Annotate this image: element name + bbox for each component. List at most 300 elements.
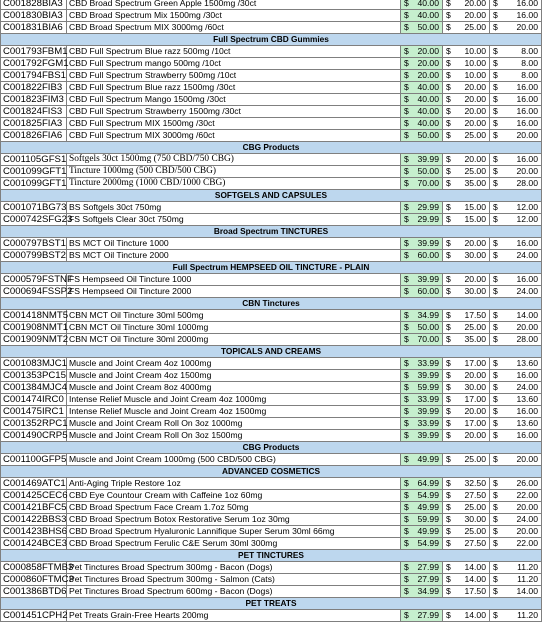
- price-cell: 60.00: [412, 286, 443, 298]
- price-currency-symbol: $: [401, 382, 412, 394]
- price-tier-3-cell: 24.00: [502, 514, 542, 526]
- price-currency-symbol: $: [401, 202, 412, 214]
- price-cell: 64.99: [412, 478, 443, 490]
- currency-symbol: $: [443, 286, 453, 298]
- currency-symbol: $: [443, 478, 453, 490]
- currency-symbol: $: [443, 370, 453, 382]
- currency-symbol: $: [490, 238, 502, 250]
- price-tier-3-cell: 20.00: [502, 526, 542, 538]
- price-currency-symbol: $: [401, 538, 412, 550]
- price-tier-3-cell: 16.00: [502, 0, 542, 10]
- price-tier-2-cell: 10.00: [453, 70, 490, 82]
- price-currency-symbol: $: [401, 322, 412, 334]
- price-cell: 40.00: [412, 118, 443, 130]
- sku-cell: C001100GFP5: [1, 454, 67, 466]
- currency-symbol: $: [443, 130, 453, 142]
- currency-symbol: $: [490, 22, 502, 34]
- section-title: Full Spectrum CBD Gummies: [1, 34, 542, 46]
- section-title: CBN Tinctures: [1, 298, 542, 310]
- price-cell: 54.99: [412, 538, 443, 550]
- price-currency-symbol: $: [401, 490, 412, 502]
- price-tier-3-cell: 13.60: [502, 394, 542, 406]
- price-currency-symbol: $: [401, 610, 412, 622]
- table-row: [1, 94, 542, 106]
- table-row: [1, 526, 542, 538]
- price-cell: 39.99: [412, 238, 443, 250]
- table-row: [1, 382, 542, 394]
- currency-symbol: $: [490, 526, 502, 538]
- price-currency-symbol: $: [401, 10, 412, 22]
- price-cell: 27.99: [412, 574, 443, 586]
- section-header-row: [1, 442, 542, 454]
- currency-symbol: $: [443, 238, 453, 250]
- description-cell: CBN MCT Oil Tincture 30ml 1000mg: [67, 322, 401, 334]
- currency-symbol: $: [490, 586, 502, 598]
- section-title: PET TINCTURES: [1, 550, 542, 562]
- currency-symbol: $: [490, 118, 502, 130]
- table-row: [1, 562, 542, 574]
- price-cell: 39.99: [412, 406, 443, 418]
- currency-symbol: $: [443, 310, 453, 322]
- table-body: [1, 0, 542, 622]
- sku-cell: C000742SFG23: [1, 214, 67, 226]
- price-tier-3-cell: 8.00: [502, 70, 542, 82]
- price-tier-3-cell: 12.00: [502, 214, 542, 226]
- description-cell: CBD Full Spectrum Mango 1500mg /30ct: [67, 94, 401, 106]
- currency-symbol: $: [443, 214, 453, 226]
- sku-cell: C001352RPC1: [1, 418, 67, 430]
- price-tier-3-cell: 26.00: [502, 478, 542, 490]
- sku-cell: C000579FSTNF: [1, 274, 67, 286]
- price-currency-symbol: $: [401, 334, 412, 346]
- price-currency-symbol: $: [401, 394, 412, 406]
- price-tier-2-cell: 25.00: [453, 166, 490, 178]
- price-currency-symbol: $: [401, 46, 412, 58]
- price-cell: 27.99: [412, 610, 443, 622]
- price-tier-3-cell: 20.00: [502, 22, 542, 34]
- table-row: [1, 154, 542, 166]
- description-cell: Softgels 30ct 1500mg (750 CBD/750 CBG): [67, 154, 401, 166]
- currency-symbol: $: [490, 322, 502, 334]
- section-title: ADVANCED COSMETICS: [1, 466, 542, 478]
- currency-symbol: $: [490, 130, 502, 142]
- price-currency-symbol: $: [401, 274, 412, 286]
- price-cell: 59.99: [412, 514, 443, 526]
- price-tier-3-cell: 11.20: [502, 610, 542, 622]
- section-title: Broad Spectrum TINCTURES: [1, 226, 542, 238]
- table-row: [1, 394, 542, 406]
- price-tier-3-cell: 16.00: [502, 94, 542, 106]
- table-row: [1, 586, 542, 598]
- currency-symbol: $: [490, 562, 502, 574]
- price-tier-3-cell: 20.00: [502, 130, 542, 142]
- sku-cell: C001831BIA6: [1, 22, 67, 34]
- price-cell: 20.00: [412, 70, 443, 82]
- currency-symbol: $: [443, 490, 453, 502]
- section-header-row: [1, 598, 542, 610]
- currency-symbol: $: [443, 82, 453, 94]
- sku-cell: C001386BTD6: [1, 586, 67, 598]
- sku-cell: C000858FTMB3: [1, 562, 67, 574]
- price-currency-symbol: $: [401, 286, 412, 298]
- table-row: [1, 106, 542, 118]
- sku-cell: C001425CEC6: [1, 490, 67, 502]
- section-header-row: [1, 466, 542, 478]
- price-tier-2-cell: 25.00: [453, 502, 490, 514]
- price-tier-2-cell: 20.00: [453, 106, 490, 118]
- table-row: [1, 490, 542, 502]
- currency-symbol: $: [443, 118, 453, 130]
- price-tier-3-cell: 11.20: [502, 562, 542, 574]
- currency-symbol: $: [443, 274, 453, 286]
- currency-symbol: $: [443, 322, 453, 334]
- price-currency-symbol: $: [401, 214, 412, 226]
- price-tier-2-cell: 17.00: [453, 418, 490, 430]
- table-row: [1, 370, 542, 382]
- price-tier-3-cell: 16.00: [502, 154, 542, 166]
- currency-symbol: $: [490, 0, 502, 10]
- table-row: [1, 286, 542, 298]
- price-cell: 60.00: [412, 250, 443, 262]
- table-row: [1, 130, 542, 142]
- price-tier-2-cell: 20.00: [453, 274, 490, 286]
- section-header-row: [1, 550, 542, 562]
- sku-cell: C001423BHS6: [1, 526, 67, 538]
- currency-symbol: $: [490, 358, 502, 370]
- price-tier-2-cell: 20.00: [453, 430, 490, 442]
- table-row: [1, 166, 542, 178]
- currency-symbol: $: [443, 358, 453, 370]
- price-currency-symbol: $: [401, 22, 412, 34]
- section-header-row: [1, 346, 542, 358]
- sku-cell: C001451CPH2: [1, 610, 67, 622]
- sku-cell: C000860FTMC3: [1, 574, 67, 586]
- price-cell: 40.00: [412, 82, 443, 94]
- table-row: [1, 574, 542, 586]
- description-cell: Tincture 1000mg (500 CBD/500 CBG): [67, 166, 401, 178]
- price-tier-2-cell: 27.50: [453, 538, 490, 550]
- price-tier-3-cell: 14.00: [502, 310, 542, 322]
- currency-symbol: $: [490, 490, 502, 502]
- price-tier-2-cell: 17.50: [453, 586, 490, 598]
- price-cell: 29.99: [412, 214, 443, 226]
- table-row: [1, 274, 542, 286]
- description-cell: CBD Full Spectrum MIX 3000mg /60ct: [67, 130, 401, 142]
- currency-symbol: $: [490, 214, 502, 226]
- price-cell: 39.99: [412, 430, 443, 442]
- sku-cell: C001353PC15: [1, 370, 67, 382]
- currency-symbol: $: [443, 178, 453, 190]
- price-tier-3-cell: 12.00: [502, 202, 542, 214]
- section-title: Full Spectrum HEMPSEED OIL TINCTURE - PLAIN: [1, 262, 542, 274]
- table-row: [1, 478, 542, 490]
- sku-cell: C001792FGM1: [1, 58, 67, 70]
- description-cell: Muscle and Joint Cream 4oz 1000mg: [67, 358, 401, 370]
- section-title: TOPICALS AND CREAMS: [1, 346, 542, 358]
- currency-symbol: $: [490, 250, 502, 262]
- currency-symbol: $: [443, 94, 453, 106]
- description-cell: CBN MCT Oil Tincture 30ml 500mg: [67, 310, 401, 322]
- currency-symbol: $: [490, 10, 502, 22]
- price-cell: 39.99: [412, 370, 443, 382]
- price-tier-2-cell: 17.00: [453, 358, 490, 370]
- price-tier-3-cell: 13.60: [502, 358, 542, 370]
- description-cell: Intense Relief Muscle and Joint Cream 4oz 1500mg: [67, 406, 401, 418]
- currency-symbol: $: [490, 478, 502, 490]
- price-tier-2-cell: 20.00: [453, 0, 490, 10]
- price-tier-2-cell: 15.00: [453, 214, 490, 226]
- currency-symbol: $: [443, 502, 453, 514]
- price-tier-2-cell: 35.00: [453, 334, 490, 346]
- currency-symbol: $: [443, 514, 453, 526]
- currency-symbol: $: [490, 58, 502, 70]
- price-tier-2-cell: 20.00: [453, 94, 490, 106]
- price-cell: 49.99: [412, 526, 443, 538]
- currency-symbol: $: [443, 0, 453, 10]
- table-row: [1, 202, 542, 214]
- currency-symbol: $: [490, 70, 502, 82]
- table-row: [1, 502, 542, 514]
- section-header-row: [1, 298, 542, 310]
- price-currency-symbol: $: [401, 370, 412, 382]
- table-row: [1, 0, 542, 10]
- table-row: [1, 118, 542, 130]
- price-cell: 70.00: [412, 178, 443, 190]
- sku-cell: C001826FIA6: [1, 130, 67, 142]
- sku-cell: C001908NMT1: [1, 322, 67, 334]
- currency-symbol: $: [490, 106, 502, 118]
- description-cell: Muscle and Joint Cream Roll On 3oz 1000mg: [67, 418, 401, 430]
- currency-symbol: $: [443, 58, 453, 70]
- price-cell: 40.00: [412, 106, 443, 118]
- price-currency-symbol: $: [401, 166, 412, 178]
- price-tier-2-cell: 20.00: [453, 238, 490, 250]
- currency-symbol: $: [490, 166, 502, 178]
- description-cell: Anti-Aging Triple Restore 1oz: [67, 478, 401, 490]
- currency-symbol: $: [443, 250, 453, 262]
- currency-symbol: $: [443, 430, 453, 442]
- price-cell: 40.00: [412, 94, 443, 106]
- price-tier-2-cell: 14.00: [453, 610, 490, 622]
- price-cell: 33.99: [412, 358, 443, 370]
- price-cell: 49.99: [412, 502, 443, 514]
- currency-symbol: $: [443, 574, 453, 586]
- sku-cell: C001083MJC1: [1, 358, 67, 370]
- currency-symbol: $: [443, 46, 453, 58]
- price-currency-symbol: $: [401, 94, 412, 106]
- price-currency-symbol: $: [401, 0, 412, 10]
- sku-cell: C001099GFT1: [1, 166, 67, 178]
- section-header-row: [1, 262, 542, 274]
- table-row: [1, 10, 542, 22]
- currency-symbol: $: [443, 394, 453, 406]
- sku-cell: C000694FSSP2: [1, 286, 67, 298]
- price-tier-3-cell: 11.20: [502, 574, 542, 586]
- price-tier-2-cell: 20.00: [453, 154, 490, 166]
- currency-symbol: $: [443, 154, 453, 166]
- currency-symbol: $: [490, 514, 502, 526]
- description-cell: Pet Tinctures Broad Spectrum 600mg - Bacon (Dogs): [67, 586, 401, 598]
- price-tier-3-cell: 16.00: [502, 10, 542, 22]
- sku-cell: C001421BFC5: [1, 502, 67, 514]
- description-cell: Muscle and Joint Cream 8oz 4000mg: [67, 382, 401, 394]
- currency-symbol: $: [490, 154, 502, 166]
- table-row: [1, 538, 542, 550]
- description-cell: CBD Broad Spectrum Green Apple 1500mg /30ct: [67, 0, 401, 10]
- price-cell: 29.99: [412, 202, 443, 214]
- sku-cell: C001105GFS1: [1, 154, 67, 166]
- description-cell: Muscle and Joint Cream 1000mg (500 CBD/500 CBG): [67, 454, 401, 466]
- sku-cell: C000799BST2: [1, 250, 67, 262]
- price-currency-symbol: $: [401, 586, 412, 598]
- table-row: [1, 322, 542, 334]
- currency-symbol: $: [490, 94, 502, 106]
- currency-symbol: $: [490, 538, 502, 550]
- currency-symbol: $: [443, 202, 453, 214]
- price-tier-3-cell: 8.00: [502, 58, 542, 70]
- price-currency-symbol: $: [401, 502, 412, 514]
- description-cell: CBD Full Spectrum Strawberry 1500mg /30ct: [67, 106, 401, 118]
- price-cell: 27.99: [412, 562, 443, 574]
- currency-symbol: $: [443, 562, 453, 574]
- section-title: CBG Products: [1, 442, 542, 454]
- description-cell: CBD Broad Spectrum Ferulic C&E Serum 30ml 300mg: [67, 538, 401, 550]
- price-tier-2-cell: 30.00: [453, 514, 490, 526]
- currency-symbol: $: [443, 406, 453, 418]
- table-row: [1, 406, 542, 418]
- currency-symbol: $: [490, 82, 502, 94]
- price-tier-2-cell: 30.00: [453, 286, 490, 298]
- price-currency-symbol: $: [401, 130, 412, 142]
- currency-symbol: $: [490, 406, 502, 418]
- price-currency-symbol: $: [401, 118, 412, 130]
- price-cell: 50.00: [412, 322, 443, 334]
- price-cell: 50.00: [412, 130, 443, 142]
- table-row: [1, 610, 542, 622]
- table-row: [1, 214, 542, 226]
- currency-symbol: $: [490, 274, 502, 286]
- currency-symbol: $: [443, 334, 453, 346]
- description-cell: CBD Full Spectrum MIX 1500mg /30ct: [67, 118, 401, 130]
- currency-symbol: $: [490, 286, 502, 298]
- table-row: [1, 70, 542, 82]
- price-tier-3-cell: 22.00: [502, 490, 542, 502]
- price-cell: 50.00: [412, 22, 443, 34]
- description-cell: BS MCT Oil Tincture 1000: [67, 238, 401, 250]
- currency-symbol: $: [490, 394, 502, 406]
- sku-cell: C001418NMT5: [1, 310, 67, 322]
- currency-symbol: $: [490, 178, 502, 190]
- table-row: [1, 430, 542, 442]
- sku-cell: C001475IRC1: [1, 406, 67, 418]
- price-tier-2-cell: 14.00: [453, 562, 490, 574]
- description-cell: Intense Relief Muscle and Joint Cream 4oz 1000mg: [67, 394, 401, 406]
- currency-symbol: $: [443, 166, 453, 178]
- description-cell: BS MCT Oil Tincture 2000: [67, 250, 401, 262]
- price-cell: 20.00: [412, 58, 443, 70]
- section-title: SOFTGELS AND CAPSULES: [1, 190, 542, 202]
- table-row: [1, 82, 542, 94]
- price-currency-symbol: $: [401, 526, 412, 538]
- sku-cell: C001384MJC4: [1, 382, 67, 394]
- price-tier-3-cell: 16.00: [502, 82, 542, 94]
- table-row: [1, 22, 542, 34]
- price-currency-symbol: $: [401, 358, 412, 370]
- price-tier-3-cell: 16.00: [502, 370, 542, 382]
- price-tier-2-cell: 30.00: [453, 250, 490, 262]
- price-tier-3-cell: 20.00: [502, 502, 542, 514]
- price-currency-symbol: $: [401, 310, 412, 322]
- sku-cell: C001490CRP5: [1, 430, 67, 442]
- currency-symbol: $: [443, 526, 453, 538]
- currency-symbol: $: [443, 586, 453, 598]
- price-cell: 40.00: [412, 0, 443, 10]
- price-tier-3-cell: 8.00: [502, 46, 542, 58]
- description-cell: CBN MCT Oil Tincture 30ml 2000mg: [67, 334, 401, 346]
- description-cell: CBD Full Spectrum Blue razz 1500mg /30ct: [67, 82, 401, 94]
- sku-cell: C001830BIA3: [1, 10, 67, 22]
- description-cell: Tincture 2000mg (1000 CBD/1000 CBG): [67, 178, 401, 190]
- price-tier-2-cell: 25.00: [453, 130, 490, 142]
- price-tier-3-cell: 16.00: [502, 274, 542, 286]
- price-tier-3-cell: 13.60: [502, 418, 542, 430]
- price-tier-2-cell: 17.50: [453, 310, 490, 322]
- price-tier-2-cell: 20.00: [453, 10, 490, 22]
- currency-symbol: $: [490, 202, 502, 214]
- price-tier-3-cell: 24.00: [502, 250, 542, 262]
- description-cell: CBD Full Spectrum Blue razz 500mg /10ct: [67, 46, 401, 58]
- currency-symbol: $: [490, 334, 502, 346]
- price-tier-3-cell: 20.00: [502, 166, 542, 178]
- description-cell: CBD Eye Countour Cream with Caffeine 1oz 60mg: [67, 490, 401, 502]
- table-row: [1, 310, 542, 322]
- price-tier-2-cell: 25.00: [453, 22, 490, 34]
- price-tier-3-cell: 14.00: [502, 586, 542, 598]
- currency-symbol: $: [443, 454, 453, 466]
- table-row: [1, 46, 542, 58]
- currency-symbol: $: [443, 382, 453, 394]
- sku-cell: C001422BBS3: [1, 514, 67, 526]
- currency-symbol: $: [443, 10, 453, 22]
- description-cell: Muscle and Joint Cream 4oz 1500mg: [67, 370, 401, 382]
- price-currency-symbol: $: [401, 562, 412, 574]
- price-currency-symbol: $: [401, 574, 412, 586]
- price-currency-symbol: $: [401, 58, 412, 70]
- table-row: [1, 514, 542, 526]
- description-cell: CBD Full Spectrum Strawberry 500mg /10ct: [67, 70, 401, 82]
- price-cell: 34.99: [412, 310, 443, 322]
- section-header-row: [1, 226, 542, 238]
- price-cell: 70.00: [412, 334, 443, 346]
- price-tier-3-cell: 28.00: [502, 178, 542, 190]
- price-tier-2-cell: 27.50: [453, 490, 490, 502]
- table-row: [1, 238, 542, 250]
- section-header-row: [1, 142, 542, 154]
- price-tier-2-cell: 14.00: [453, 574, 490, 586]
- currency-symbol: $: [443, 22, 453, 34]
- currency-symbol: $: [490, 382, 502, 394]
- price-cell: 39.99: [412, 154, 443, 166]
- currency-symbol: $: [490, 610, 502, 622]
- table-row: [1, 418, 542, 430]
- price-currency-symbol: $: [401, 70, 412, 82]
- price-currency-symbol: $: [401, 178, 412, 190]
- price-currency-symbol: $: [401, 82, 412, 94]
- currency-symbol: $: [490, 370, 502, 382]
- currency-symbol: $: [443, 538, 453, 550]
- sku-cell: C001071BG73: [1, 202, 67, 214]
- currency-symbol: $: [490, 454, 502, 466]
